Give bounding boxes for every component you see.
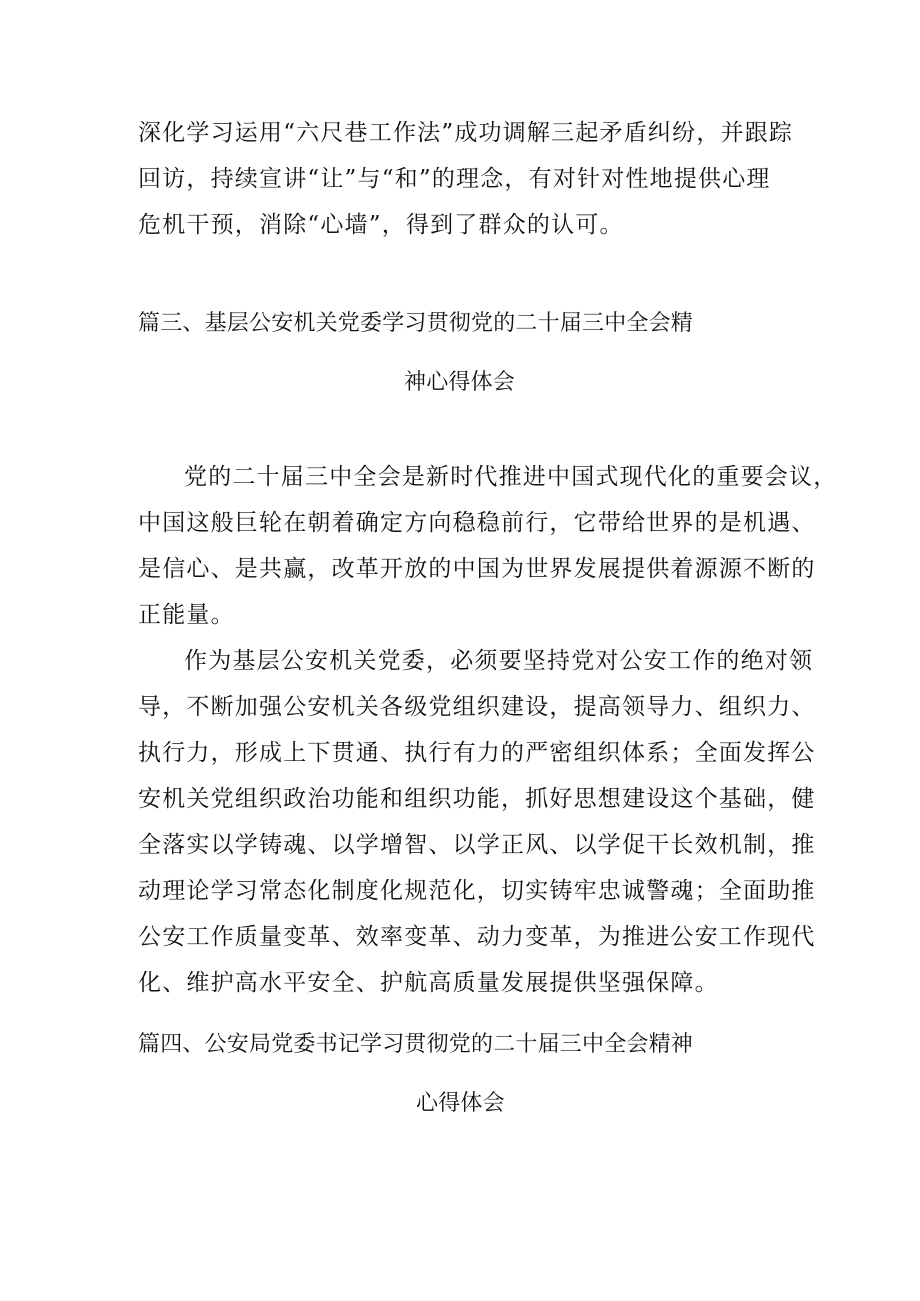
section3-para1-line-2: 中国这般巨轮在朝着确定方向稳稳前行，它带给世界的是机遇、 (138, 510, 816, 536)
section3-para2-line-4: 安机关党组织政治功能和组织功能，抓好思想建设这个基础，健 (138, 786, 816, 812)
section3-title-line-2: 神心得体会 (404, 370, 516, 395)
section3-para2-line-3: 执行力，形成上下贯通、执行有力的严密组织体系；全面发挥公 (138, 740, 816, 766)
section3-para1-line-3: 是信心、是共赢，改革开放的中国为世界发展提供着源源不断的 (138, 556, 816, 582)
section3-para2-line-8: 化、维护高水平安全、护航高质量发展提供坚强保障。 (138, 970, 719, 996)
prev-section-line-1: 深化学习运用“六尺巷工作法”成功调解三起矛盾纠纷，并跟踪 (138, 120, 794, 146)
prev-section-line-2: 回访，持续宣讲“让”与“和”的理念，有对针对性地提供心理 (138, 166, 771, 192)
section3-para2-line-1: 作为基层公安机关党委，必须要坚持党对公安工作的绝对领 (184, 648, 814, 674)
section3-para2-line-6: 动理论学习常态化制度化规范化，切实铸牢忠诚警魂；全面助推 (138, 878, 816, 904)
section3-title-line-1: 篇三、基层公安机关党委学习贯彻党的二十届三中全会精 (138, 311, 694, 336)
section3-para2-line-2: 导，不断加强公安机关各级党组织建设，提高领导力、组织力、 (138, 694, 816, 720)
section4-title-line-2: 心得体会 (416, 1091, 505, 1116)
section4-title-line-1: 篇四、公安局党委书记学习贯彻党的二十届三中全会精神 (138, 1032, 694, 1057)
section3-para2-line-5: 全落实以学铸魂、以学增智、以学正风、以学促干长效机制，推 (138, 832, 816, 858)
prev-section-line-3: 危机干预，消除“心墙”，得到了群众的认可。 (138, 212, 624, 238)
section3-para1-line-1: 党的二十届三中全会是新时代推进中国式现代化的重要会议， (184, 464, 838, 490)
section3-para2-line-7: 公安工作质量变革、效率变革、动力变革，为推进公安工作现代 (138, 924, 816, 950)
section3-para1-line-4: 正能量。 (138, 602, 235, 628)
